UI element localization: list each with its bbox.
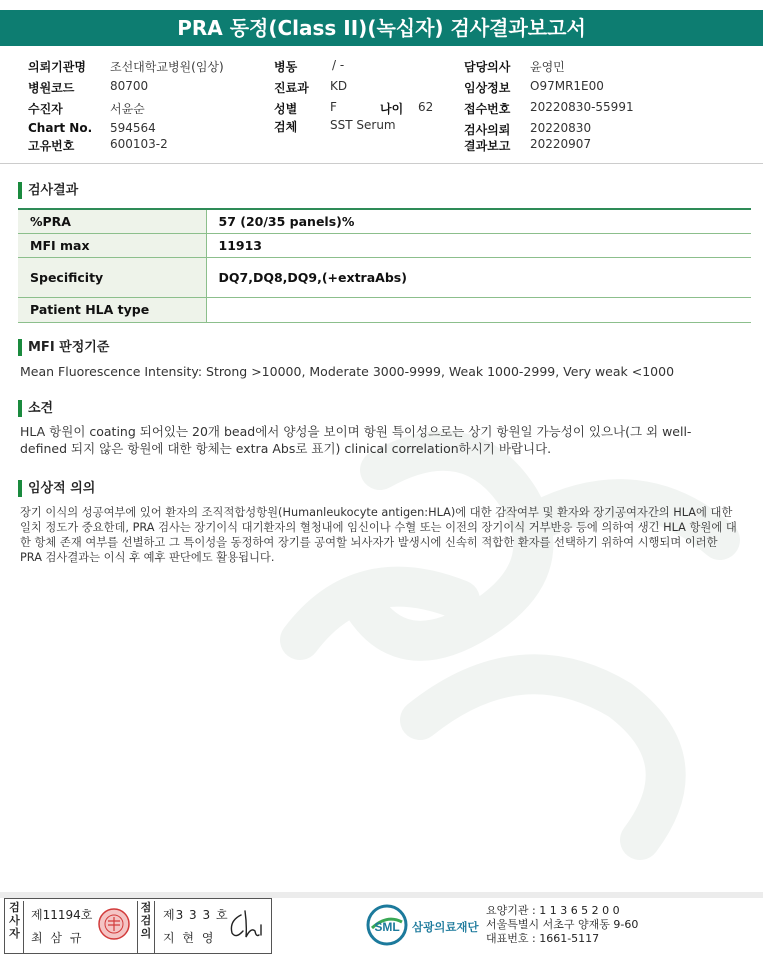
patient-info	[0, 55, 763, 163]
receipt-no-value: 20220830-55991	[530, 100, 634, 114]
clinical-heading: 임상적 의의	[18, 480, 95, 497]
result-key: Specificity	[18, 257, 206, 297]
org-address: 서울특별시 서초구 양재동 9-60	[486, 918, 639, 931]
age-value: 62	[418, 100, 434, 114]
request-date-label: 검사의뢰	[464, 123, 511, 137]
result-value	[206, 297, 751, 322]
org-phone: 대표번호 : 1661-5117	[486, 932, 600, 945]
tester-license: 제11194호	[31, 908, 93, 922]
specimen-label: 검체	[274, 120, 298, 134]
unique-no-value: 600103-2	[110, 137, 168, 151]
requesting-org-label: 의뢰기관명	[28, 60, 86, 74]
reviewer-license: 제3 3 3 호	[163, 908, 229, 922]
doctor-value: 윤영민	[530, 60, 565, 74]
table-row	[18, 297, 751, 322]
tester-label: 검사자	[6, 901, 24, 953]
results-table	[18, 208, 751, 323]
org-name: 삼광의료재단	[412, 920, 479, 934]
requesting-org-value: 조선대학교병원(임상)	[110, 60, 224, 74]
opinion-heading: 소견	[18, 400, 53, 417]
mfi-text: Mean Fluorescence Intensity: Strong >10000, Moderate 3000-9999, Weak 1000-2999, Very weak <1000	[20, 364, 675, 379]
table-row	[18, 233, 751, 257]
table-row	[18, 209, 751, 233]
hospital-code-label: 병원코드	[28, 81, 75, 95]
result-value: 11913	[206, 233, 751, 257]
chart-no-label: Chart No.	[28, 121, 93, 135]
sex-value: F	[330, 100, 337, 114]
opinion-text: HLA 항원이 coating 되어있는 20개 bead에서 양성을 보이며 항원 특이성으로는 상기 항원일 가능성이 있으나(그 외 well-defined 되지 않은 항원에 대한 항체는 extra Abs로 표기) clinical correlation하시기 바랍니다.	[20, 424, 692, 456]
specimen-value: SST Serum	[330, 118, 396, 132]
recipient-label: 수진자	[28, 102, 63, 116]
department-value: KD	[330, 79, 348, 93]
result-key: %PRA	[18, 209, 206, 233]
unique-no-label: 고유번호	[28, 139, 75, 153]
sml-abbr: SML	[374, 920, 400, 934]
result-value: DQ7,DQ8,DQ9,(+extraAbs)	[206, 257, 751, 297]
sex-label: 성별	[274, 102, 298, 116]
result-key: Patient HLA type	[18, 297, 206, 322]
sml-logo-icon	[366, 904, 408, 946]
ward-label: 병동	[274, 60, 298, 74]
age-label: 나이	[380, 102, 404, 116]
hospital-code-value: 80700	[110, 79, 149, 93]
tester-name: 최 삼 규	[31, 931, 84, 945]
report-date-label: 결과보고	[464, 139, 511, 153]
department-label: 진료과	[274, 81, 309, 95]
report-footer	[4, 898, 759, 956]
results-heading: 검사결과	[18, 182, 78, 199]
reviewer-name: 지 현 영	[163, 931, 216, 945]
request-date-value: 20220830	[530, 121, 592, 135]
table-row	[18, 257, 751, 297]
result-key: MFI max	[18, 233, 206, 257]
doctor-label: 담당의사	[464, 60, 511, 74]
mfi-heading: MFI 판정기준	[18, 339, 109, 356]
receipt-no-label: 접수번호	[464, 102, 511, 116]
tester-seal-icon	[97, 907, 131, 941]
report-title: PRA 동정(Class II)(녹십자) 검사결과보고서	[0, 10, 763, 46]
reviewer-label: 점검의	[137, 901, 155, 953]
clinical-info-value: O97MR1E00	[530, 79, 604, 93]
recipient-value: 서윤순	[110, 102, 145, 116]
signature-box	[4, 898, 272, 954]
org-contact	[486, 904, 638, 946]
report-date-value: 20220907	[530, 137, 592, 151]
result-value: 57 (20/35 panels)%	[206, 209, 751, 233]
reviewer-signature-icon	[223, 905, 267, 945]
ward-value: / -	[332, 58, 345, 72]
care-number: 요양기관 : 1 1 3 6 5 2 0 0	[486, 904, 620, 917]
clinical-info-label: 임상정보	[464, 81, 511, 95]
chart-no-value: 594564	[110, 121, 156, 135]
info-divider	[0, 163, 763, 164]
clinical-text: 장기 이식의 성공여부에 있어 환자의 조직적합성항원(Humanleukocyte antigen:HLA)에 대한 감작여부 및 환자와 장기공여자간의 HLA에 대한 일치 정도가 중요한데, PRA 검사는 장기이식 대기환자의 혈청내에 임신이나 수혈 또는 이전의 장기이식 거부반응 등에 의하여 생긴 HLA 항원에 대한 항체 존재 여부를 선별하고 그 특이성을 동정하여 장기를 공여할 뇌사자가 발생시에 신속히 적합한 환자를 선택하기 위하여 시행되며 이러한 PRA 검사결과는 이식 후 예후 판단에도 활용됩니다.	[20, 506, 737, 564]
